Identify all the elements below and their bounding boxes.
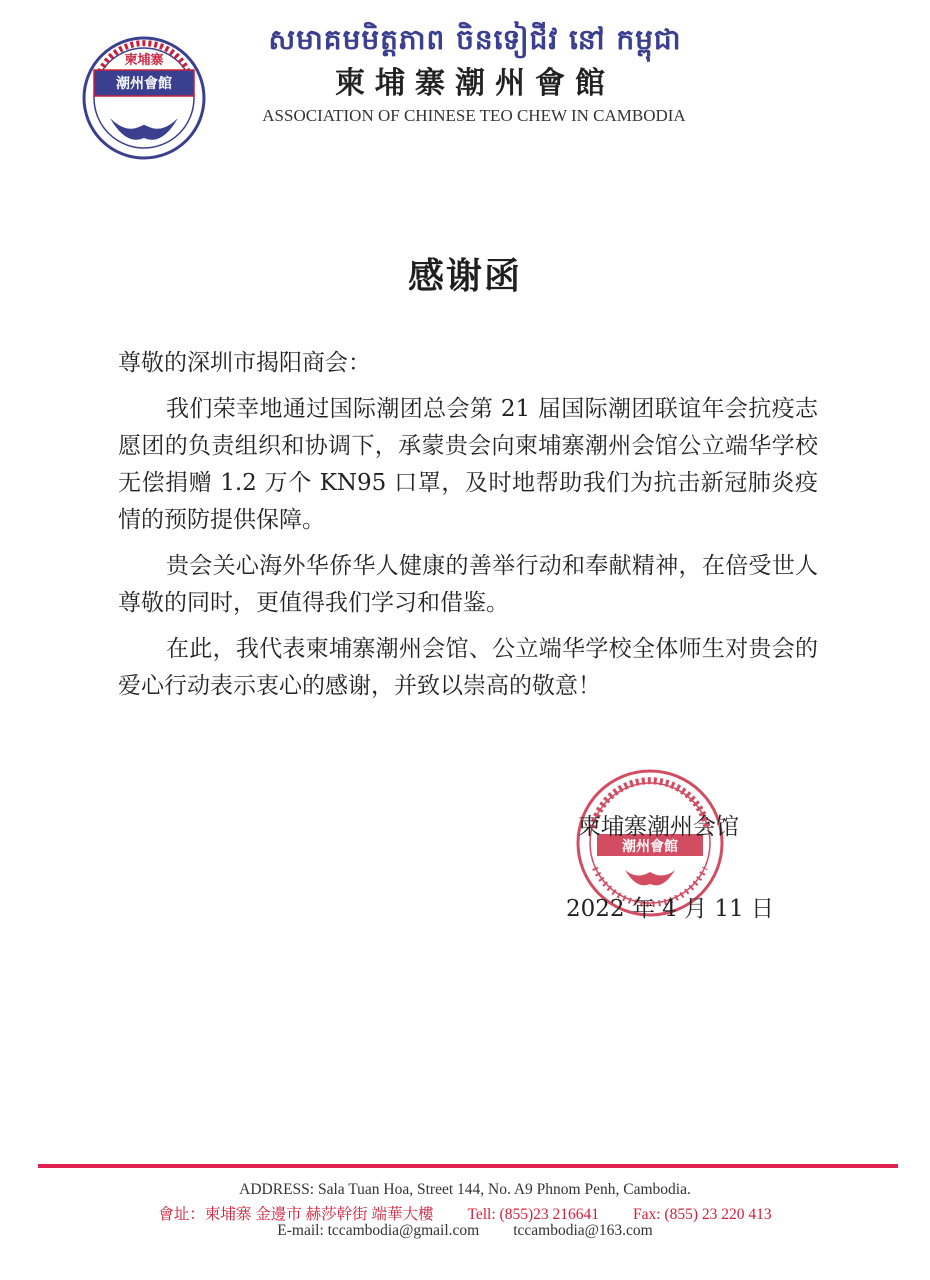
letter-body bbox=[118, 345, 818, 714]
letter-date: 2022 年 4 月 11 日 bbox=[566, 896, 774, 922]
header-chinese-name: 柬埔寨潮州會館 bbox=[335, 66, 615, 101]
footer-email-1[interactable]: E-mail: tccambodia@gmail.com bbox=[277, 1222, 480, 1239]
footer-email-line bbox=[0, 1222, 930, 1240]
footer-chinese-address: 會址：柬埔寨 金邊市 赫莎幹街 端華大樓 bbox=[158, 1206, 434, 1223]
logo-band-text: 潮州會館 bbox=[116, 76, 172, 92]
signature: 柬埔寨潮州会馆 bbox=[578, 814, 739, 840]
footer-email-2[interactable]: tccambodia@163.com bbox=[513, 1222, 653, 1239]
association-logo bbox=[80, 18, 210, 166]
footer-contact-line bbox=[0, 1202, 930, 1224]
logo-top-text: 柬埔寨 bbox=[124, 53, 164, 68]
footer-tel: Tell: (855)23 216641 bbox=[467, 1206, 599, 1223]
paragraph-2: 贵会关心海外华侨华人健康的善举行动和奉献精神，在倍受世人尊敬的同时，更值得我们学习和借鉴。 bbox=[118, 553, 818, 616]
footer-address: ADDRESS: Sala Tuan Hoa, Street 144, No. A9 Phnom Penh, Cambodia. bbox=[239, 1181, 691, 1198]
footer-fax: Fax: (855) 23 220 413 bbox=[633, 1206, 772, 1223]
paragraph-3: 在此，我代表柬埔寨潮州会馆、公立端华学校全体师生对贵会的爱心行动表示衷心的感谢，并致以崇高的敬意！ bbox=[118, 636, 818, 699]
header-english-name: ASSOCIATION OF CHINESE TEO CHEW IN CAMBODIA bbox=[262, 106, 686, 125]
letter-title: 感谢函 bbox=[407, 255, 522, 297]
salutation: 尊敬的深圳市揭阳商会： bbox=[118, 350, 371, 376]
seal-text: 潮州會館 bbox=[622, 839, 678, 855]
paragraph-1: 我们荣幸地通过国际潮团总会第 21 届国际潮团联谊年会抗疫志愿团的负责组织和协调下，承蒙贵会向柬埔寨潮州会馆公立端华学校无偿捐赠 1.2 万个 KN95 口罩，及时地帮助我们为抗击新冠肺炎疫情的预防提供保障。 bbox=[118, 396, 818, 533]
footer-divider bbox=[38, 1164, 898, 1168]
header-khmer-name: សមាគមមិត្តភាព ចិនទៀជីវ នៅ កម្ពុជា bbox=[268, 23, 682, 56]
